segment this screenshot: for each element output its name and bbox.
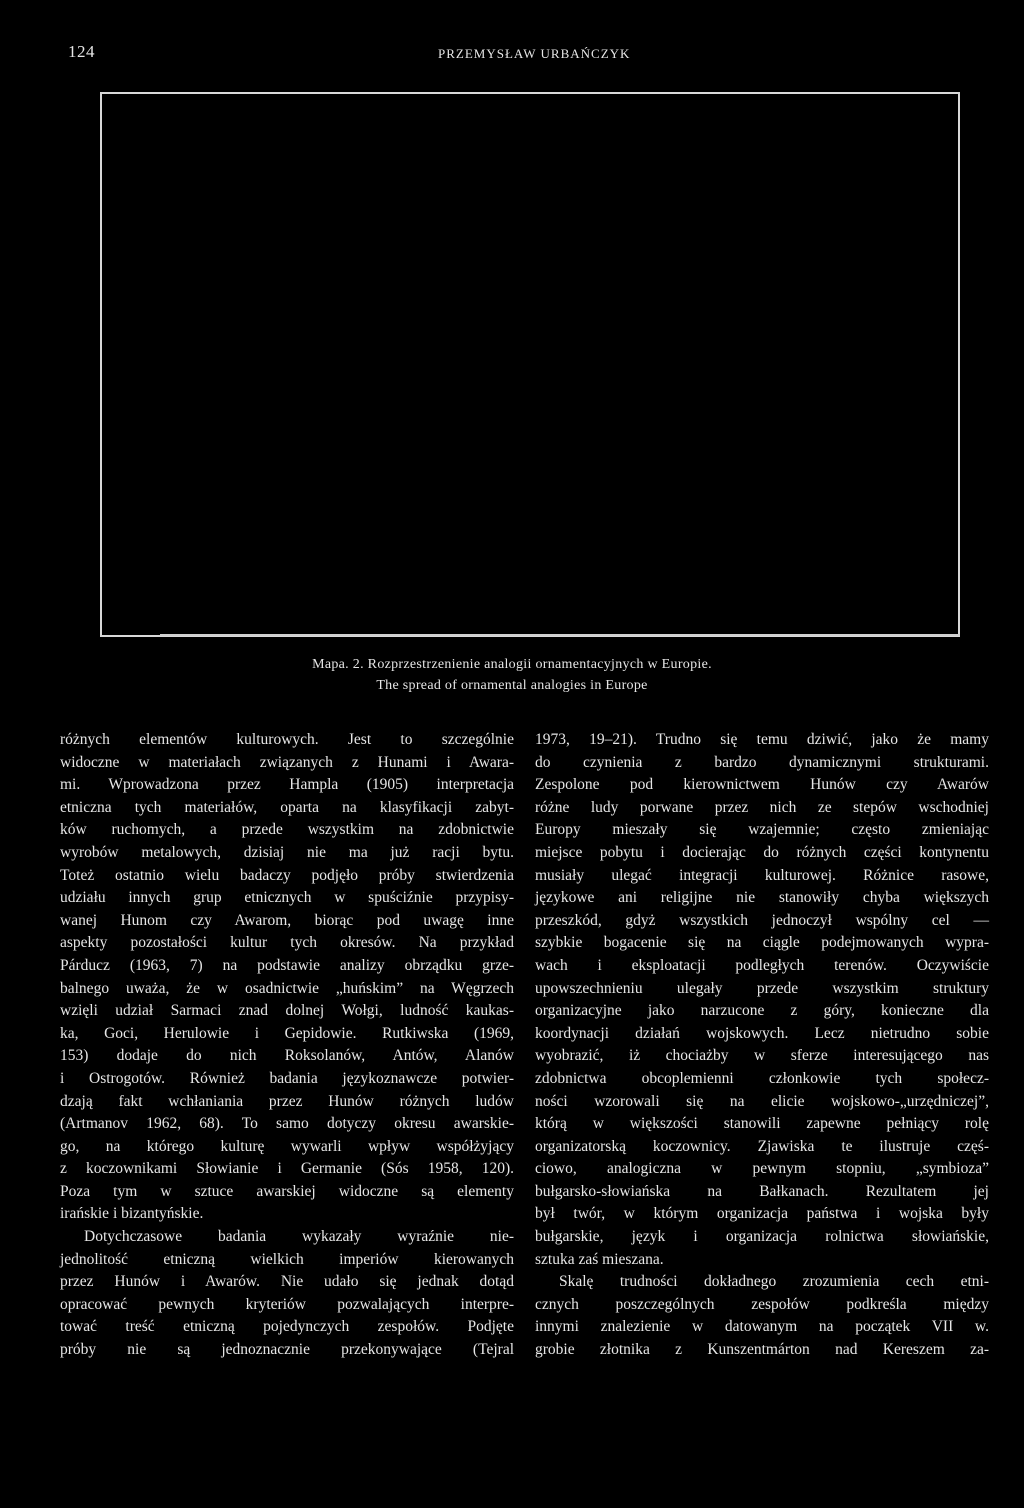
text-line: przez Hunów i Awarów. Nie udało się jednak dotąd <box>60 1273 514 1291</box>
text-line: tować treść etniczną pojedynczych zespołów. Podjęte <box>60 1318 514 1336</box>
text-line: do czynienia z bardzo dynamicznymi strukturami. <box>535 753 989 771</box>
text-line: ności wzorowali się na elicie wojskowo-„urzędniczej”, <box>535 1092 989 1110</box>
text-line: etniczna tych materiałów, oparta na klasyfikacji zabyt- <box>60 798 514 816</box>
text-line: musiały ulegać integracji kulturowej. Różnice rasowe, <box>535 866 989 884</box>
text-line: bułgarsko-słowiańska na Bałkanach. Rezultatem jej <box>535 1182 989 1200</box>
text-line: Zespolone pod kierownictwem Hunów czy Awarów <box>535 776 989 794</box>
text-line: aspekty pozostałości kultur tych okresów. Na przykład <box>60 934 514 952</box>
text-line: wach i eksploatacji podległych terenów. Oczywiście <box>535 956 989 974</box>
text-line: Toteż ostatnio wielu badaczy podjęło próby stwierdzenia <box>60 866 514 884</box>
text-line: grobie złotnika z Kunszentmárton nad Kereszem za- <box>535 1341 989 1359</box>
text-line: dzają fakt wchłaniania przez Hunów różnych ludów <box>60 1092 514 1110</box>
text-line: ka, Goci, Herulowie i Gepidowie. Rutkiwska (1969, <box>60 1024 514 1042</box>
text-line: cznych poszczególnych zespołów podkreśla między <box>535 1295 989 1313</box>
text-line: wzięli udział Sarmaci znad dolnej Wołgi, ludność kaukas- <box>60 1002 514 1020</box>
text-line: szybkie bogacenie się na ciągle podejmowanych wypra- <box>535 934 989 952</box>
text-line: innymi znalezienie w datowanym na początek VII w. <box>535 1318 989 1336</box>
text-line: 153) dodaje do nich Roksolanów, Antów, Alanów <box>60 1047 514 1065</box>
text-line: upowszechnieniu ulegały przede wszystkim struktury <box>535 979 989 997</box>
text-line: z koczownikami Słowianie i Germanie (Sós 1958, 120). <box>60 1160 514 1178</box>
text-line: Poza tym w sztuce awarskiej widoczne są elementy <box>60 1182 514 1200</box>
text-line: jednolitość etniczną wielkich imperiów kierowanych <box>60 1250 514 1268</box>
figure-caption-english: The spread of ornamental analogies in Europe <box>376 678 648 693</box>
text-line: balnego uważa, że w osadnictwie „huńskim” na Węgrzech <box>60 979 514 997</box>
page-number: 124 <box>68 42 95 61</box>
text-line: był twór, w którym organizacja państwa i wojska były <box>535 1205 989 1223</box>
text-line: go, na którego kulturę wywarli wpływ współżyjący <box>60 1137 514 1155</box>
text-line: sztuka zaś mieszana. <box>535 1250 664 1268</box>
text-line: językowe ani religijne nie stanowiły chyba większych <box>535 889 989 907</box>
text-line: którą w większości stanowili zapewne pełniący rolę <box>535 1115 989 1133</box>
text-line: miejsce pobytu i docierając do różnych części kontynentu <box>535 843 989 861</box>
running-title: PRZEMYSŁAW URBAŃCZYK <box>438 46 631 61</box>
figure-caption-polish: Mapa. 2. Rozprzestrzenienie analogii ornamentacyjnych w Europie. <box>312 657 712 672</box>
text-line: przeszkód, gdyż wszystkich jednoczył wspólny cel — <box>535 911 989 929</box>
map-bottom-rule <box>160 634 960 636</box>
text-line: organizatorską koczownicy. Zjawiska te ilustruje częś- <box>535 1137 989 1155</box>
text-line: wyobrazić, iż chociażby w sferze interesującego nas <box>535 1047 989 1065</box>
text-line: bułgarskie, język i organizacja rolnictwa słowiańskie, <box>535 1228 989 1246</box>
text-line: wyrobów metalowych, dzisiaj nie ma już racji bytu. <box>60 843 514 861</box>
text-line: wanej Hunom czy Awarom, biorąc pod uwagę inne <box>60 911 514 929</box>
text-line: próby nie są jednoznacznie przekonywające (Tejral <box>60 1341 514 1359</box>
text-line: widoczne w materiałach związanych z Hunami i Awara- <box>60 753 514 771</box>
text-line: zdobnictwa obcoplemienni członkowie tych społecz- <box>535 1069 989 1087</box>
text-line: Europy mieszały się wzajemnie; często zmieniając <box>535 821 989 839</box>
text-line: organizacyjne jako narzucone z góry, konieczne dla <box>535 1002 989 1020</box>
text-line: koordynacji działań wojskowych. Lecz nietrudno sobie <box>535 1024 989 1042</box>
text-line: udziału innych grup etnicznych w spuściźnie przypisy- <box>60 889 514 907</box>
text-line: irańskie i bizantyńskie. <box>60 1205 204 1223</box>
text-line: opracować pewnych kryteriów pozwalających interpre- <box>60 1295 514 1313</box>
text-line: 1973, 19–21). Trudno się temu dziwić, jako że mamy <box>535 731 989 748</box>
text-line: Dotychczasowe badania wykazały wyraźnie nie- <box>84 1228 514 1246</box>
text-line: (Artmanov 1962, 68). To samo dotyczy okresu awarskie- <box>60 1115 514 1133</box>
map-figure <box>100 92 960 637</box>
text-line: ków ruchomych, a przede wszystkim na zdobnictwie <box>60 821 514 839</box>
text-line: Skalę trudności dokładnego zrozumienia cech etni- <box>559 1273 989 1291</box>
text-line: Párducz (1963, 7) na podstawie analizy obrządku grze- <box>60 956 514 974</box>
text-column-right <box>535 729 989 1362</box>
text-line: różnych elementów kulturowych. Jest to szczególnie <box>60 731 514 748</box>
text-line: różne ludy porwane przez nich ze stepów wschodniej <box>535 798 989 816</box>
text-line: mi. Wprowadzona przez Hampla (1905) interpretacja <box>60 776 514 794</box>
text-column-left <box>60 729 514 1362</box>
text-line: i Ostrogotów. Również badania językoznawcze potwier- <box>60 1069 514 1087</box>
text-line: ciowo, analogiczna w pewnym stopniu, „symbioza” <box>535 1160 989 1178</box>
